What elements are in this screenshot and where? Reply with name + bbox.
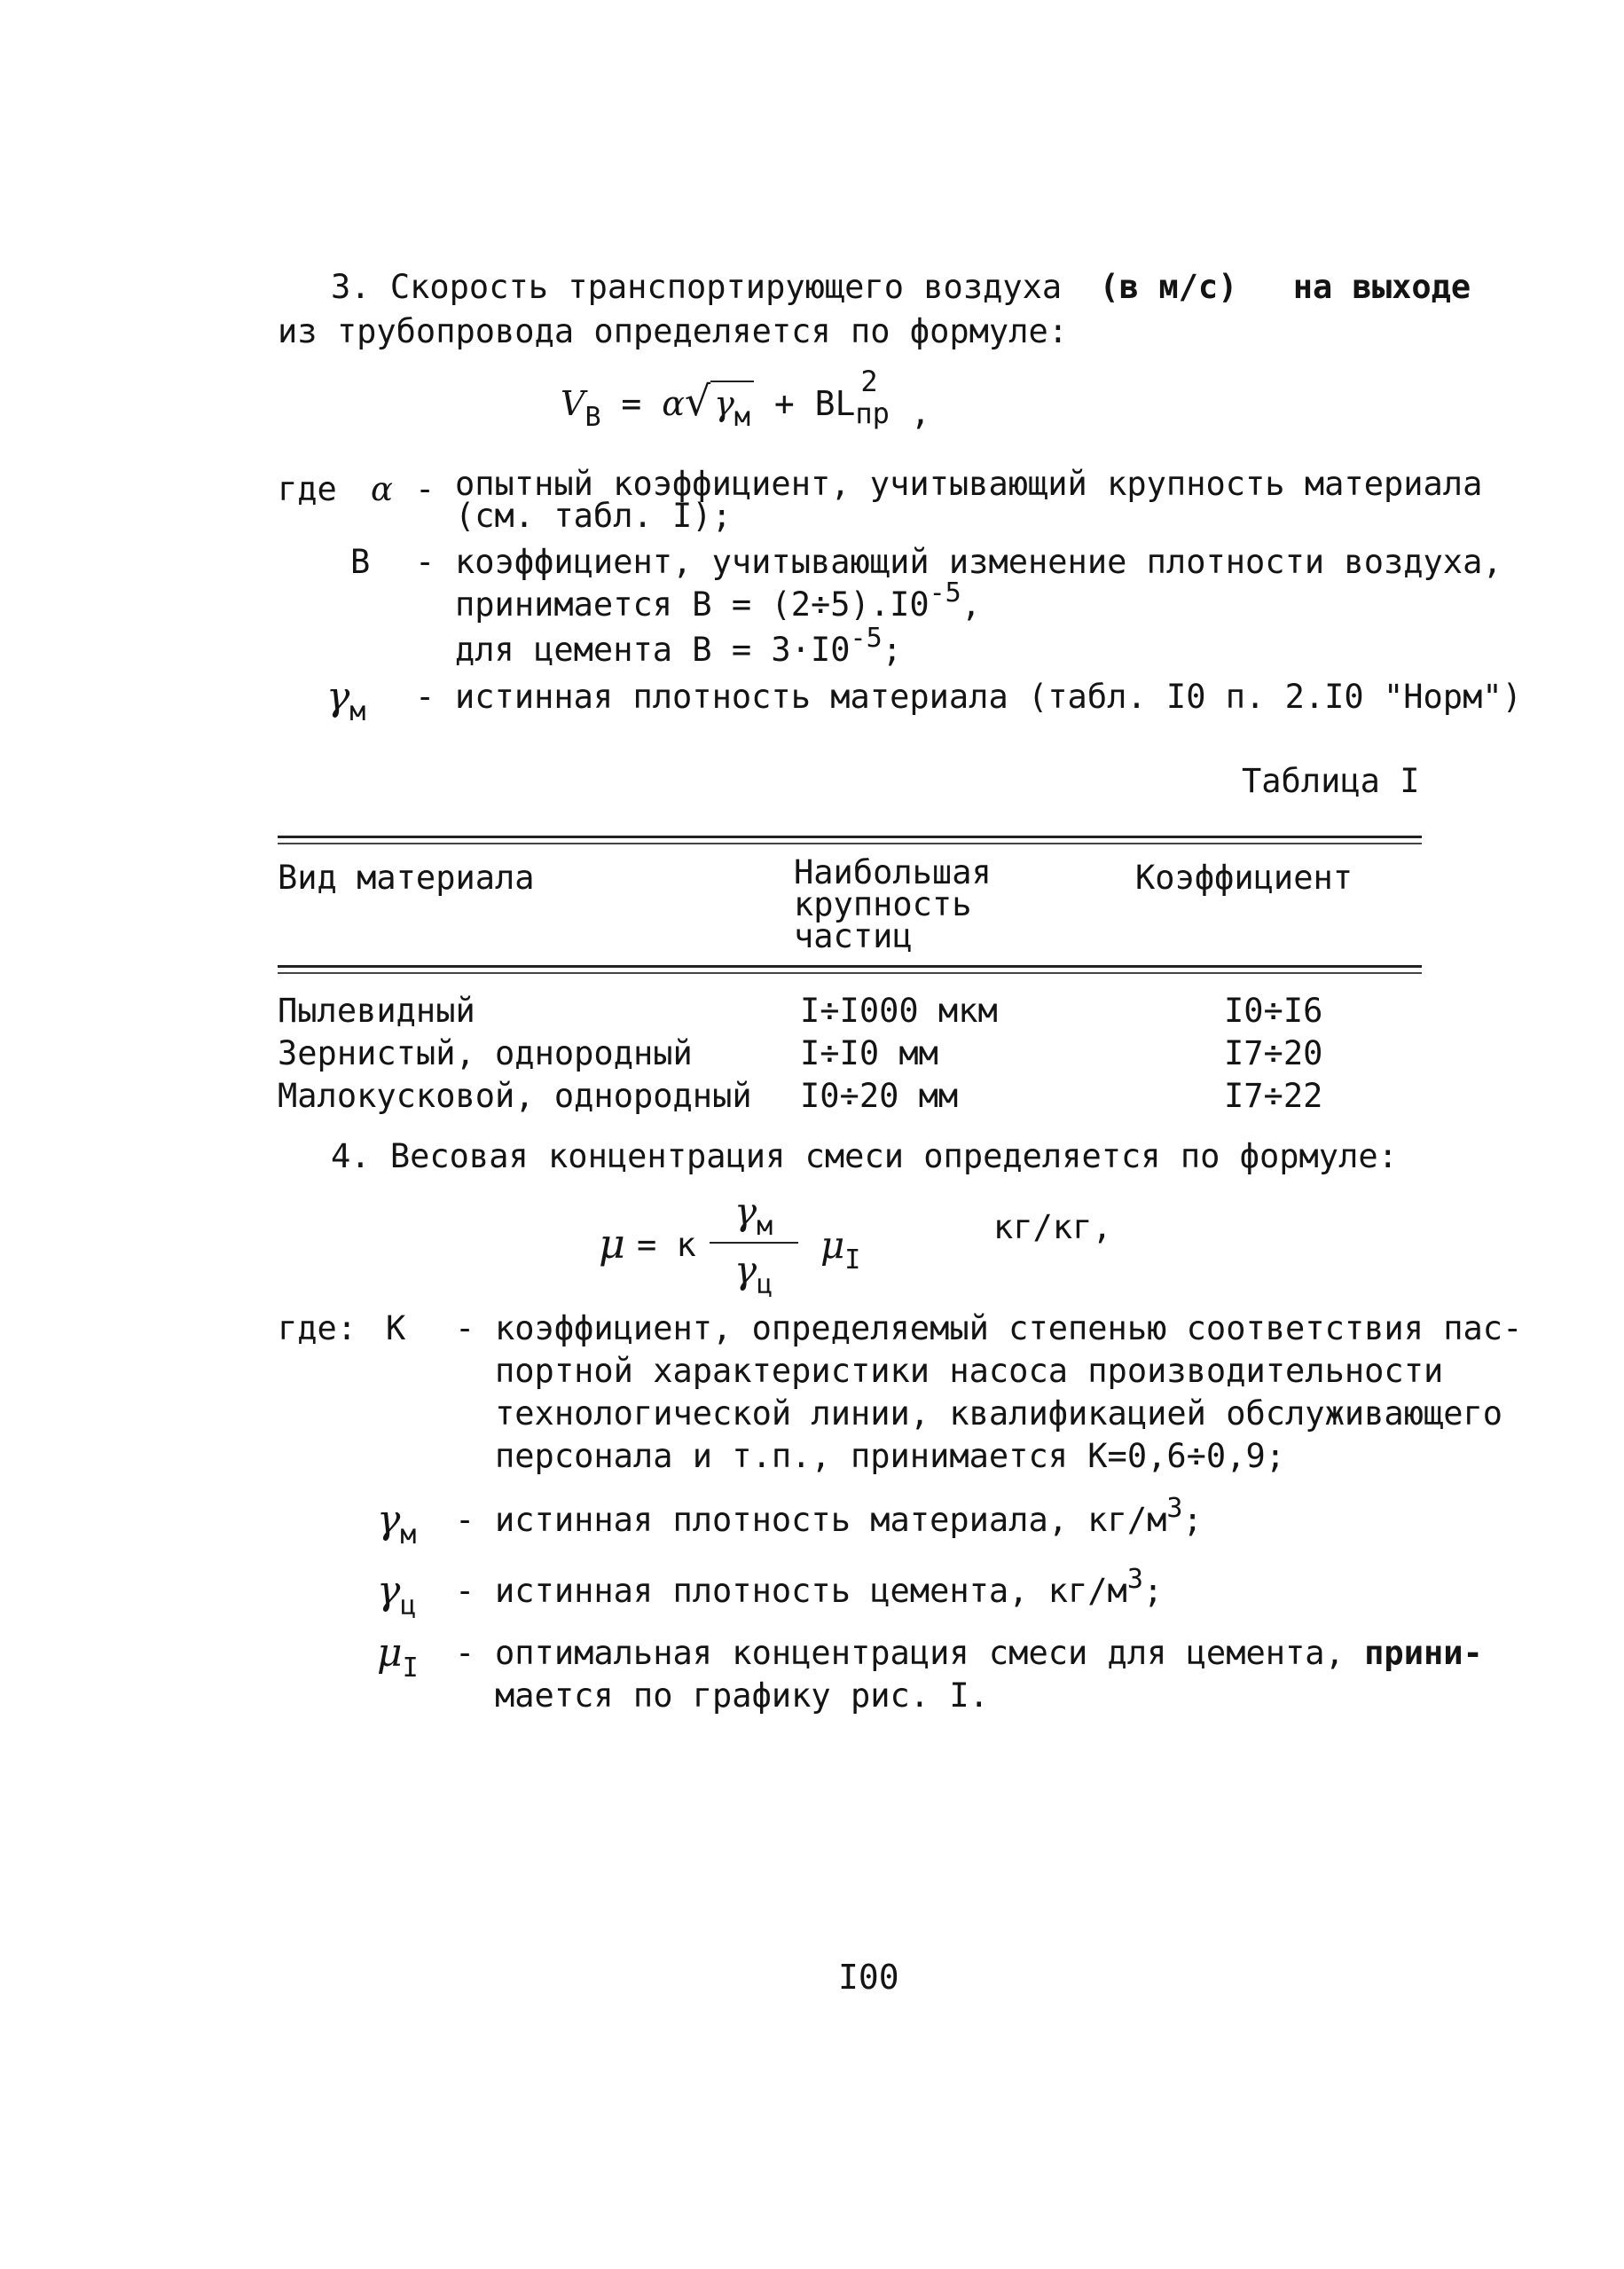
alpha-desc (455, 465, 1483, 535)
formula-denominator (734, 1248, 773, 1300)
dash-gamma: - (415, 678, 435, 716)
formula-eq: = (621, 384, 642, 423)
symbol-gamma-m-2 (377, 1497, 417, 1551)
section3-line1 (331, 266, 1471, 309)
table-row (278, 1032, 693, 1075)
table-top-rule (278, 836, 1422, 838)
b-desc-line1: коэффициент, учитывающий изменение плотности воздуха, (455, 543, 1502, 581)
section3-text: 3. Скорость транспортирующего воздуха (331, 268, 1063, 306)
formula-comma: , (910, 393, 931, 432)
b-desc-line2-text: принимается В = (2÷5).I0 (455, 585, 930, 624)
cell-size: I÷I0 мм (800, 1034, 938, 1072)
formula-numerator (734, 1189, 773, 1242)
b-semicolon: ; (882, 631, 902, 669)
k-desc-line4: персонала и т.п., принимается К=0,6÷0,9; (495, 1437, 1286, 1475)
section4-line1: 4. Весовая концентрация смеси определяется по формуле: (331, 1137, 1398, 1175)
den-gamma: γ (734, 1248, 757, 1292)
gamma-c-glyph: γ (377, 1568, 401, 1613)
cell-size: I0÷20 мм (800, 1077, 959, 1115)
gamma-sub: м (349, 696, 366, 727)
cell-coefficient: I0÷I6 (1224, 992, 1323, 1030)
symbol-gamma-m (326, 674, 366, 727)
b-desc (455, 541, 1502, 674)
symbol-mu-1 (377, 1630, 419, 1684)
mu1-sub: I (844, 1244, 861, 1276)
units-bold: (в м/с) (1099, 268, 1238, 306)
gamma-desc: истинная плотность материала (табл. I0 п. 2.I0 "Норм") (455, 678, 1522, 716)
table-row (278, 1075, 752, 1118)
gamma-m-desc (495, 1493, 1203, 1544)
sqrt-radicand (710, 381, 754, 433)
symbol-gamma-c (377, 1568, 417, 1621)
cell-material: Малокусковой, однородный (278, 1077, 752, 1115)
formula-v: V (561, 384, 585, 423)
mu-desc-line2: мается по графику рис. I. (495, 1676, 989, 1715)
gamma-m-exp: 3 (1166, 1493, 1183, 1524)
formula-alpha: α (662, 384, 685, 423)
b-comma: , (961, 585, 982, 624)
cell-coefficient: I7÷22 (1224, 1077, 1323, 1115)
where-label-2: где: (278, 1309, 357, 1347)
k-desc-line2: портной характеристики насоса производительности (495, 1352, 1444, 1390)
mu-glyph: μ (377, 1630, 403, 1676)
fraction-line (710, 1242, 798, 1244)
cell-material: Пылевидный (278, 992, 475, 1030)
gamma-c-end: ; (1142, 1572, 1164, 1610)
formula-mu1 (820, 1223, 861, 1276)
gamma-c-sub: ц (400, 1590, 417, 1621)
table-header-rule-2 (278, 972, 1422, 974)
header-material: Вид материала (278, 859, 535, 897)
gamma-glyph: γ (326, 674, 350, 719)
formula-gamma: γ (714, 384, 734, 423)
k-desc-line3: технологической линии, квалификацией обслуживающего (495, 1394, 1503, 1433)
gamma-c-exp: 3 (1126, 1564, 1143, 1595)
num-sub: м (757, 1211, 773, 1242)
formula-units: кг/кг, (993, 1208, 1112, 1246)
symbol-b: В (350, 543, 371, 581)
cell-material: Зернистый, однородный (278, 1034, 693, 1072)
formula-gamma-sub: м (734, 402, 750, 433)
dash-b: - (415, 543, 435, 581)
b-desc-line3 (455, 623, 1502, 674)
num-gamma: γ (734, 1189, 757, 1233)
mu1-glyph: μ (820, 1223, 845, 1267)
alpha-desc-line2: (см. табл. I); (455, 497, 732, 535)
mu-text-a: оптимальная концентрация смеси для цемента, (495, 1634, 1345, 1672)
b-exp-2: -5 (850, 623, 883, 654)
formula-mu: μ (599, 1220, 625, 1268)
formula-plus-bl: + BL (773, 384, 856, 423)
formula-air-velocity (561, 365, 931, 433)
mu-text-b: прини- (1364, 1634, 1483, 1672)
mu-desc-line1 (495, 1632, 1483, 1675)
table-header-rule (278, 965, 1422, 968)
formula-sub-pr: пр (855, 396, 890, 430)
where-label-1: где (278, 470, 337, 508)
k-desc-line1: коэффициент, определяемый степенью соответствия пас- (495, 1309, 1523, 1347)
b-desc-line2 (455, 577, 1502, 629)
formula-exp: 2 (860, 365, 878, 398)
k-desc (495, 1307, 1522, 1478)
gamma-c-desc (495, 1564, 1164, 1615)
gamma-m-sub: м (400, 1519, 417, 1551)
header-particle-size (794, 853, 992, 955)
dash-k: - (455, 1309, 475, 1347)
symbol-alpha: α (371, 470, 393, 508)
formula-eq-k: = к (637, 1226, 696, 1264)
formula-v-sub: В (584, 402, 601, 433)
gamma-m-end: ; (1182, 1501, 1203, 1539)
section3-line2: из трубопровода определяется по формуле: (278, 312, 1069, 350)
header-size-line2: крупность (794, 885, 972, 923)
dash-gamma-m: - (455, 1501, 475, 1539)
header-coefficient: Коэффициент (1135, 859, 1353, 897)
cell-size: I÷I000 мкм (800, 992, 998, 1030)
b-exp-1: -5 (929, 577, 961, 608)
table-caption: Таблица I (1242, 762, 1420, 800)
cell-coefficient: I7÷20 (1224, 1034, 1323, 1072)
gamma-m-glyph: γ (377, 1497, 401, 1543)
alpha-desc-line1: опытный коэффициент, учитывающий крупность материала (455, 465, 1483, 503)
gamma-m-text: истинная плотность материала, кг/м (495, 1501, 1167, 1539)
dash-mu: - (455, 1634, 475, 1672)
gamma-c-text: истинная плотность цемента, кг/м (495, 1572, 1127, 1610)
dash-alpha: - (415, 470, 435, 508)
b-desc-line3-text: для цемента В = 3·I0 (455, 631, 851, 669)
mu-sub: I (402, 1653, 419, 1684)
mu-desc (495, 1632, 1483, 1717)
table-row (278, 990, 475, 1032)
location-bold: на выходе (1292, 268, 1471, 306)
den-sub: ц (757, 1269, 773, 1300)
dash-gamma-c: - (455, 1572, 475, 1610)
sqrt-sign: √ (684, 377, 711, 425)
symbol-k: К (386, 1309, 406, 1347)
header-size-line3: частиц (794, 917, 913, 955)
header-size-line1: Наибольшая (794, 853, 992, 891)
table-top-rule-2 (278, 843, 1422, 844)
page-number: I00 (838, 1958, 899, 1997)
